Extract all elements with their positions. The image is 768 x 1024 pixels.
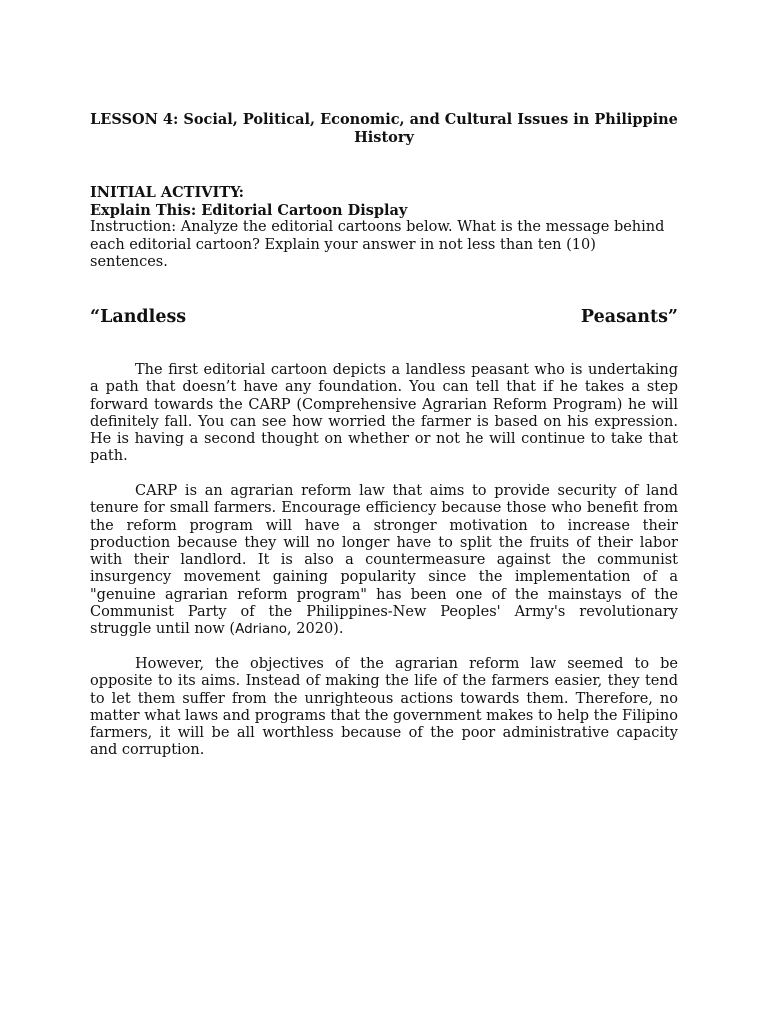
paragraph-3: However, the objectives of the agrarian reform law seemed to be opposite to its aims. Instead of making the life of the farmers easier, they tend to let them suffer from the unrighteous actions towards them. Therefore, no matter what laws and programs that the government makes to help the Filipino farmers, it will be all worthless because of the poor administrative capacity and corruption. [90, 656, 678, 759]
paragraph-2 [90, 483, 678, 639]
cartoon-title-left: “Landless [90, 307, 187, 327]
paragraph-1: The first editorial cartoon depicts a landless peasant who is undertaking a path that doesn’t have any foundation. You can tell that if he takes a step forward towards the CARP (Comprehensive Agrarian Reform Program) he will definitely fall. You can see how worried the farmer is based on his expression. He is having a second thought on whether or not he will continue to take that path. [90, 362, 678, 465]
lesson-title: LESSON 4: Social, Political, Economic, and Cultural Issues in Philippine History [90, 111, 678, 146]
instruction-text: Instruction: Analyze the editorial cartoons below. What is the message behind each editorial cartoon? Explain your answer in not less than ten (10) sentences. [90, 219, 665, 270]
cartoon-title [90, 307, 678, 327]
paragraph-2-end: , 2020). [287, 621, 344, 638]
initial-activity-label: INITIAL ACTIVITY: [90, 184, 244, 201]
paragraph-2-text: CARP is an agrarian reform law that aims to provide security of land tenure for small farmers. Encourage efficiency because those who benefit from the reform program will have a stronger motivation to increase their production because they will no longer have to split the fruits of their labor with their landlord. It is also a countermeasure against the communist insurgency movement gaining popularity since the implementation of a "genuine agrarian reform program" has been one of the mainstays of the Communist Party of the Philippines-New Peoples' Army's revolutionary struggle until now ( [90, 483, 678, 638]
cartoon-title-right: Peasants” [580, 307, 678, 327]
activity-title: Explain This: Editorial Cartoon Display [90, 201, 408, 219]
citation-author: Adriano [235, 621, 288, 638]
activity-header [90, 184, 678, 272]
